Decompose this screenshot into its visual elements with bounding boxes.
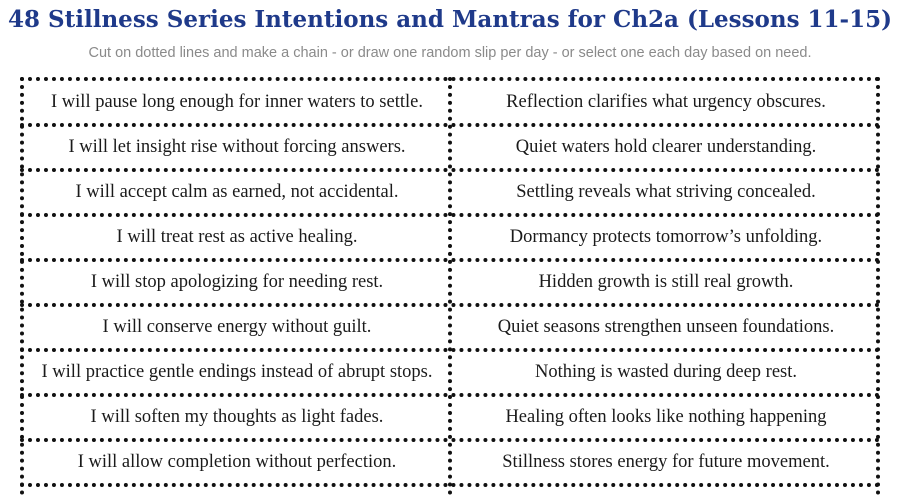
intention-slip: I will treat rest as active healing. — [116, 226, 358, 247]
mantra-slip: Reflection clarifies what urgency obscures. — [506, 91, 826, 112]
mantra-slip: Quiet seasons strengthen unseen foundations. — [497, 316, 835, 337]
mantra-slip: Hidden growth is still real growth. — [538, 271, 794, 292]
page-title: 48 Stillness Series Intentions and Mantras for Ch2a (Lessons 11-15) — [8, 6, 892, 33]
intention-slip: I will practice gentle endings instead of abrupt stops. — [41, 361, 433, 382]
page-subtitle: Cut on dotted lines and make a chain - or draw one random slip per day - or select one each day based on need. — [88, 45, 812, 61]
mantra-slips-grid — [20, 77, 880, 495]
mantra-slip: Healing often looks like nothing happening — [505, 406, 827, 427]
mantra-slip: Stillness stores energy for future movement. — [502, 451, 830, 472]
intention-slip: I will allow completion without perfection. — [77, 451, 397, 472]
mantra-slip: Settling reveals what striving concealed. — [516, 181, 816, 202]
intention-slip: I will conserve energy without guilt. — [102, 316, 372, 337]
intention-slip: I will stop apologizing for needing rest. — [90, 271, 384, 292]
mantra-slip: Quiet waters hold clearer understanding. — [515, 136, 817, 157]
intention-slip: I will pause long enough for inner waters to settle. — [51, 91, 423, 112]
mantra-slip: Dormancy protects tomorrow’s unfolding. — [509, 226, 823, 247]
intention-slip: I will accept calm as earned, not accidental. — [75, 181, 399, 202]
intention-slip: I will soften my thoughts as light fades. — [90, 406, 384, 427]
mantra-slip: Nothing is wasted during deep rest. — [534, 361, 798, 382]
intention-slip: I will let insight rise without forcing answers. — [68, 136, 406, 157]
